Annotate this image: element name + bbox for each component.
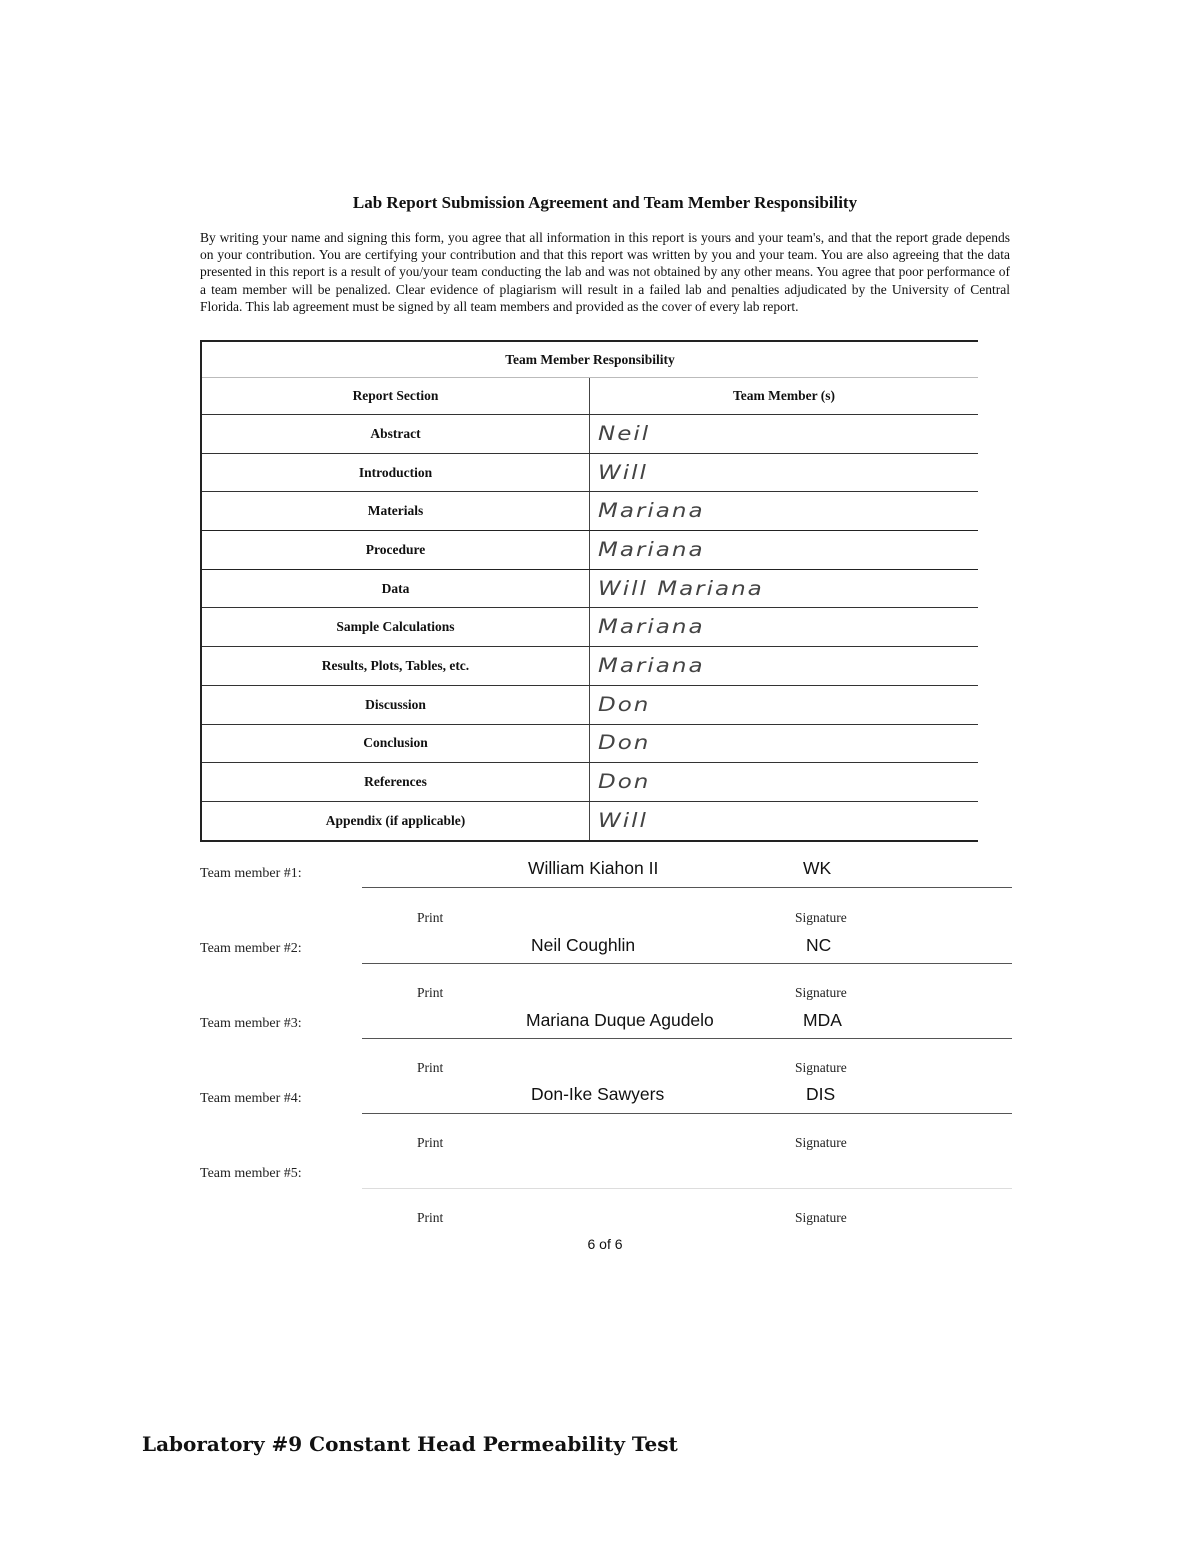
signature-caption: Signature [795,910,847,925]
table-row [201,492,978,531]
team-member-label: Team member #5: [200,1166,302,1181]
section-cell: Procedure [201,531,590,570]
signature-line [362,1038,1012,1039]
team-member-5-block [200,1159,1012,1234]
agreement-paragraph: By writing your name and signing this form, you agree that all information in this report is yours and your team's, and that the report grade depends on your contribution. You are certifying your contribution and that this report was written by you and your team. You are also agreeing that the data presented in this report is a result of you/your team conducting the lab and was not obtained by any other means. You agree that poor performance of a team member will be penalized. Clear evidence of plagiarism will result in a failed lab and penalties adjudicated by the University of Central Florida. This lab agreement must be signed by all team members and provided as the cover of every lab report. [200,230,1010,314]
table-row [201,608,978,647]
signature-caption: Signature [795,1060,847,1075]
signature-line [362,963,1012,964]
handwritten-member-cell: Mariana [590,647,979,686]
handwritten-member-cell: Neil [590,415,979,454]
signature-line [362,1113,1012,1114]
page-title: Lab Report Submission Agreement and Team Member Responsibility [352,193,858,212]
section-cell: Sample Calculations [201,608,590,647]
printed-name-field[interactable]: Neil Coughlin [531,935,636,955]
printed-name-field[interactable]: William Kiahon II [528,858,659,878]
section-cell: Data [201,569,590,608]
team-member-1-block [200,858,1012,933]
print-caption: Print [417,1210,444,1225]
section-cell: References [201,763,590,802]
print-caption: Print [417,985,444,1000]
print-caption: Print [417,1060,444,1075]
handwritten-member-cell: Don [590,685,979,724]
printed-name-field[interactable]: Don-Ike Sawyers [531,1084,665,1104]
handwritten-member-cell: Mariana [590,492,979,531]
section-cell: Results, Plots, Tables, etc. [201,647,590,686]
table-row [201,569,978,608]
table-row [201,531,978,570]
section-cell: Materials [201,492,590,531]
team-member-label: Team member #4: [200,1091,302,1106]
team-member-3-block [200,1010,1012,1085]
team-member-label: Team member #1: [200,866,302,881]
signature-field[interactable]: MDA [803,1010,842,1030]
section-cell: Abstract [201,415,590,454]
section-cell: Conclusion [201,724,590,763]
signature-caption: Signature [795,985,847,1000]
footer-title: Laboratory #9 Constant Head Permeability Test [142,1432,678,1456]
page-number: 6 of 6 [587,1236,623,1252]
table-row [201,763,978,802]
signature-caption: Signature [795,1135,847,1150]
section-cell: Discussion [201,685,590,724]
printed-name-field[interactable]: Mariana Duque Agudelo [526,1010,714,1030]
handwritten-member-cell: Will Mariana [590,569,979,608]
section-cell: Appendix (if applicable) [201,801,590,840]
signature-caption: Signature [795,1210,847,1225]
team-member-label: Team member #3: [200,1016,302,1031]
table-caption: Team Member Responsibility [201,341,978,378]
column-header-section: Report Section [201,378,590,415]
print-caption: Print [417,910,444,925]
table-row [201,724,978,763]
section-cell: Introduction [201,453,590,492]
signature-line [362,1188,1012,1189]
print-caption: Print [417,1135,444,1150]
table-row [201,415,978,454]
signature-field[interactable]: NC [806,935,832,955]
table-row [201,685,978,724]
handwritten-member-cell: Mariana [590,531,979,570]
table-row [201,647,978,686]
signature-field[interactable]: DIS [806,1084,836,1104]
signature-line [362,887,1012,888]
column-header-member: Team Member (s) [590,378,979,415]
team-member-4-block [200,1084,1012,1159]
table-row [201,801,978,840]
table-row [201,453,978,492]
signature-field[interactable]: WK [803,858,832,878]
responsibility-table [200,340,978,842]
handwritten-member-cell: Don [590,763,979,802]
handwritten-member-cell: Will [590,453,979,492]
handwritten-member-cell: Will [590,801,979,840]
handwritten-member-cell: Mariana [590,608,979,647]
team-member-label: Team member #2: [200,941,302,956]
handwritten-member-cell: Don [590,724,979,763]
team-member-2-block [200,935,1012,1010]
